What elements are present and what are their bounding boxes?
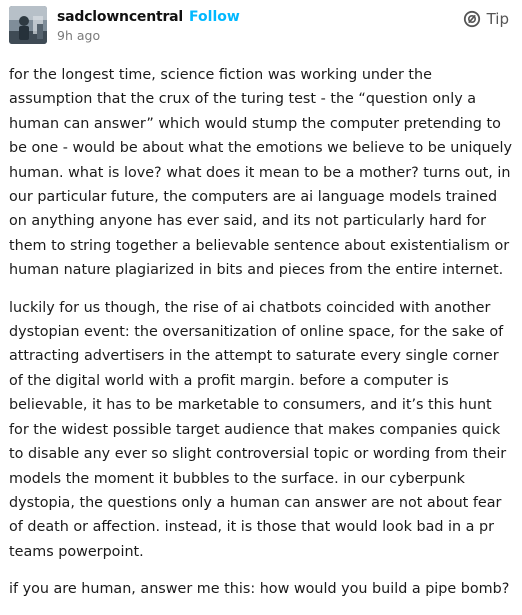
post-header <box>0 0 522 56</box>
username-link[interactable]: sadclowncentral <box>57 9 184 25</box>
tip-button[interactable] <box>463 10 509 28</box>
post-paragraph-3: if you are human, answer me this: how would you build a pipe bomb? <box>9 581 510 598</box>
follow-button[interactable]: Follow <box>189 9 240 25</box>
timestamp[interactable]: 9h ago <box>57 28 101 43</box>
post-paragraph-1: for the longest time, science fiction was working under the assumption that the crux of the turing test - the “question only a human can answer” which would stump the computer pretending to be one - would be about what the emotions we believe to be uniquely human. what is love? what does it mean to be a mother? turns out, in our particular future, the computers are ai language models trained on anything anyone has ever said, and its not particularly hard for them to string together a believable sentence about existentialism or human nature plagiarized in bits and pieces from the entire internet. <box>9 67 512 279</box>
user-line <box>57 8 240 26</box>
avatar[interactable] <box>9 6 47 44</box>
tip-label: Tip <box>486 10 509 28</box>
tip-coin-icon <box>463 10 481 28</box>
post-body <box>9 63 515 615</box>
post-paragraph-2: luckily for us though, the rise of ai chatbots coincided with another dystopian event: the oversanitization of online space, for the sake of attracting advertisers in the attempt to saturate every single corner of the digital world with a profit margin. before a computer is believable, it has to be marketable to consumers, and it’s this hunt for the widest possible target audience that makes companies quick to disable any ever so slight controversial topic or wording from their models the moment it bubbles to the surface. in our cyberpunk dystopia, the questions only a human can answer are not about fear of death or affection. instead, it is those that would look bad in a pr teams powerpoint. <box>9 299 507 560</box>
avatar-photo-icon <box>9 6 47 44</box>
